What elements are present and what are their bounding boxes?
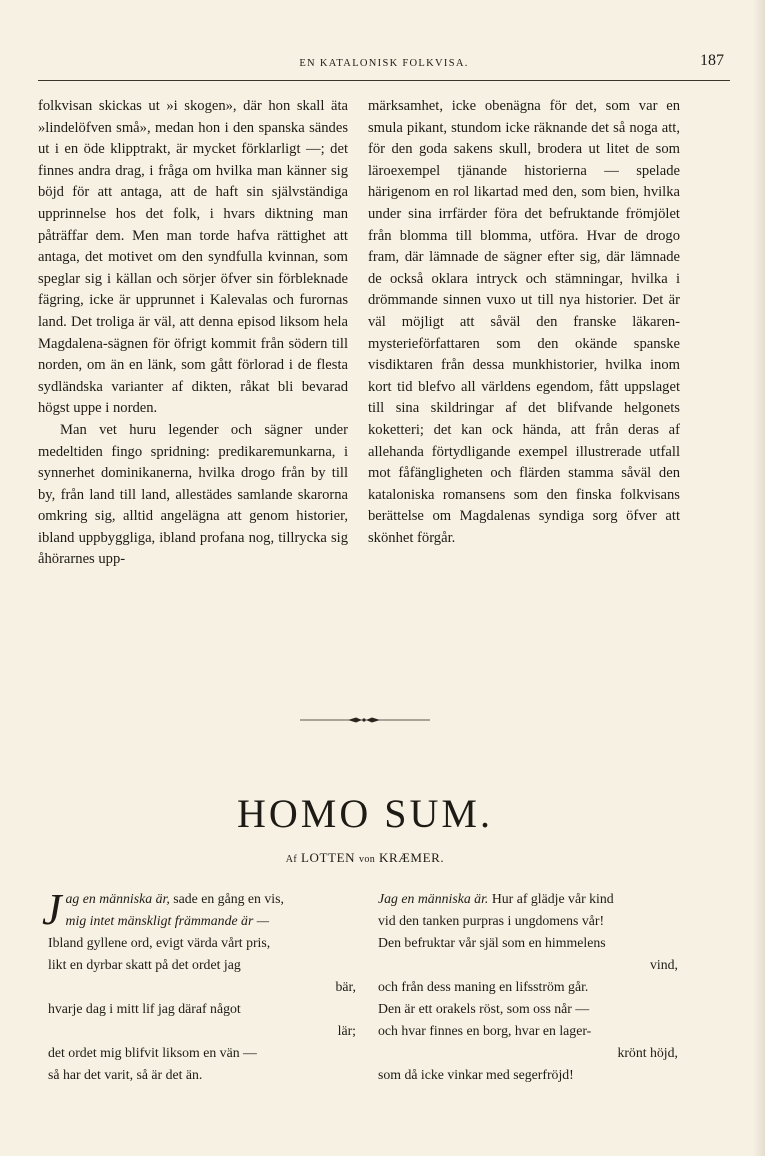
poem-line: så har det varit, så är det än.: [48, 1067, 203, 1082]
poem-line: det ordet mig blifvit liksom en vän —: [48, 1045, 257, 1060]
left-column: [38, 96, 348, 571]
poem-line: hvarje dag i mitt lif jag däraf något: [48, 1001, 241, 1016]
poem-line-continuation: bär,: [335, 979, 356, 994]
page-edge-shade: [753, 0, 765, 1156]
poem-line-italic: ag en människa är,: [65, 891, 170, 906]
poem-line: Ibland gyllene ord, evigt värda vårt pris,: [48, 935, 271, 950]
poem-line: som då icke vinkar med segerfröjd!: [378, 1067, 574, 1082]
byline-af: Af: [285, 854, 298, 865]
page-number: 187: [700, 52, 724, 69]
paragraph: folkvisan skickas ut »i skogen», där hon skall äta »lindelöfven små», medan hon i den spanska sändes ut i en öde klipptrakt, är mycket förklarligt —; det finnes andra drag, i fråga om hvilka man känner sig böjd för att antaga, att de haft sin självständiga upprinnelse hos det folk, i hvars diktning man påträffar dem. Men man torde hafva rättighet att antaga, det motivet om den syndfulla kvinnan, som speglar sig i källan och sörjer öfver sin förbleknade fägring, icke är upprunnet i Kalevalas och furornas land. Det troliga är väl, att denna episod liksom hela Magdalena-sägnen för öfrigt kommit från södern till norden, om än en länk, som gått förlorad i de flesta sydländska varianter af dikten, råkat bli bevarad högst uppe i norden.: [38, 98, 348, 417]
running-head: EN KATALONISK FOLKVISA.: [299, 58, 469, 69]
poem-line: [378, 888, 678, 910]
poem-line: och från dess maning en lifsström går.: [378, 979, 589, 994]
poem-line-continuation: vind,: [650, 957, 678, 972]
poem-line: Den är ett orakels röst, som oss når —: [378, 1001, 590, 1016]
page-header: [38, 50, 730, 81]
section-divider-ornament: [300, 716, 430, 724]
poem-stanza-left: [42, 885, 356, 1086]
poem-line: och hvar finnes en borg, hvar en lager-: [378, 1023, 592, 1038]
poem-line-continuation: krönt höjd,: [617, 1045, 678, 1060]
poem-line: [48, 910, 356, 932]
byline-first-name: LOTTEN: [300, 850, 356, 865]
poem-line: likt en dyrbar skatt på det ordet jag: [48, 957, 241, 972]
poem-line-italic: Jag en människa är.: [378, 891, 489, 906]
right-column: [368, 96, 680, 549]
paragraph: märksamhet, icke obenägna för det, som var en smula pikant, stundom icke räknande det så noga att, för den goda sakens skull, brodera ut litet de som läroexempel tjänande historierna — spelade härigenom en rol likartad med den, som bien, hvilka under sina irrfärder föra det befruktande frömjölet från blomma till blomma, utföra. Hvar de drogo fram, där lämnade de sägner efter sig, där lämnade de också oklara intryck och stämningar, hvilka i drömmande sinnen vuxo ut till nya historier. Det är väl möjligt att såväl den franske läkaren-mysterieförfattaren som den okände spanske visdiktaren från dessa munkhistorier, hvilka inom kort tid blefvo all världens egendom, fått uppslaget till sina skildringar af det blifvande helgonets koketteri; det kan ock hända, att från deras af allehanda förtydligande exempel illustrerade utfall mot fåfängligheten och flärden stamma såväl den kataloniska romansens som den finska folkvisans berättelse om Magdalenas syndiga sorg öfver att skönhet förgår.: [368, 98, 680, 546]
byline-von: von: [358, 854, 376, 865]
byline-surname: KRÆMER.: [379, 850, 445, 865]
poem-line-rest: sade en gång en vis,: [169, 891, 284, 906]
drop-cap: J: [42, 885, 62, 934]
poem-line-italic: mig intet mänskligt främmande är —: [65, 913, 270, 928]
poem-byline: [0, 850, 730, 866]
poem-line: Den befruktar vår själ som en himmelens: [378, 935, 606, 950]
poem-line-rest: Hur af glädje vår kind: [488, 891, 614, 906]
poem-title: HOMO SUM.: [237, 791, 493, 836]
poem-line: vid den tanken purpras i ungdomens vår!: [378, 913, 605, 928]
paragraph: Man vet huru legender och sägner under medeltiden fingo spridning: predikaremunkarna, i synnerhet dominikanerna, hvilka drogo från by till by, från land till land, allestädes samlande skarorna omkring sig, alltid angelägna att genom historier, ibland uppbyggliga, ibland profana nog, tillrycka sig åhörarnes upp-: [38, 421, 348, 568]
poem-line-continuation: lär;: [337, 1023, 356, 1038]
poem-stanza-right: [378, 888, 678, 1086]
